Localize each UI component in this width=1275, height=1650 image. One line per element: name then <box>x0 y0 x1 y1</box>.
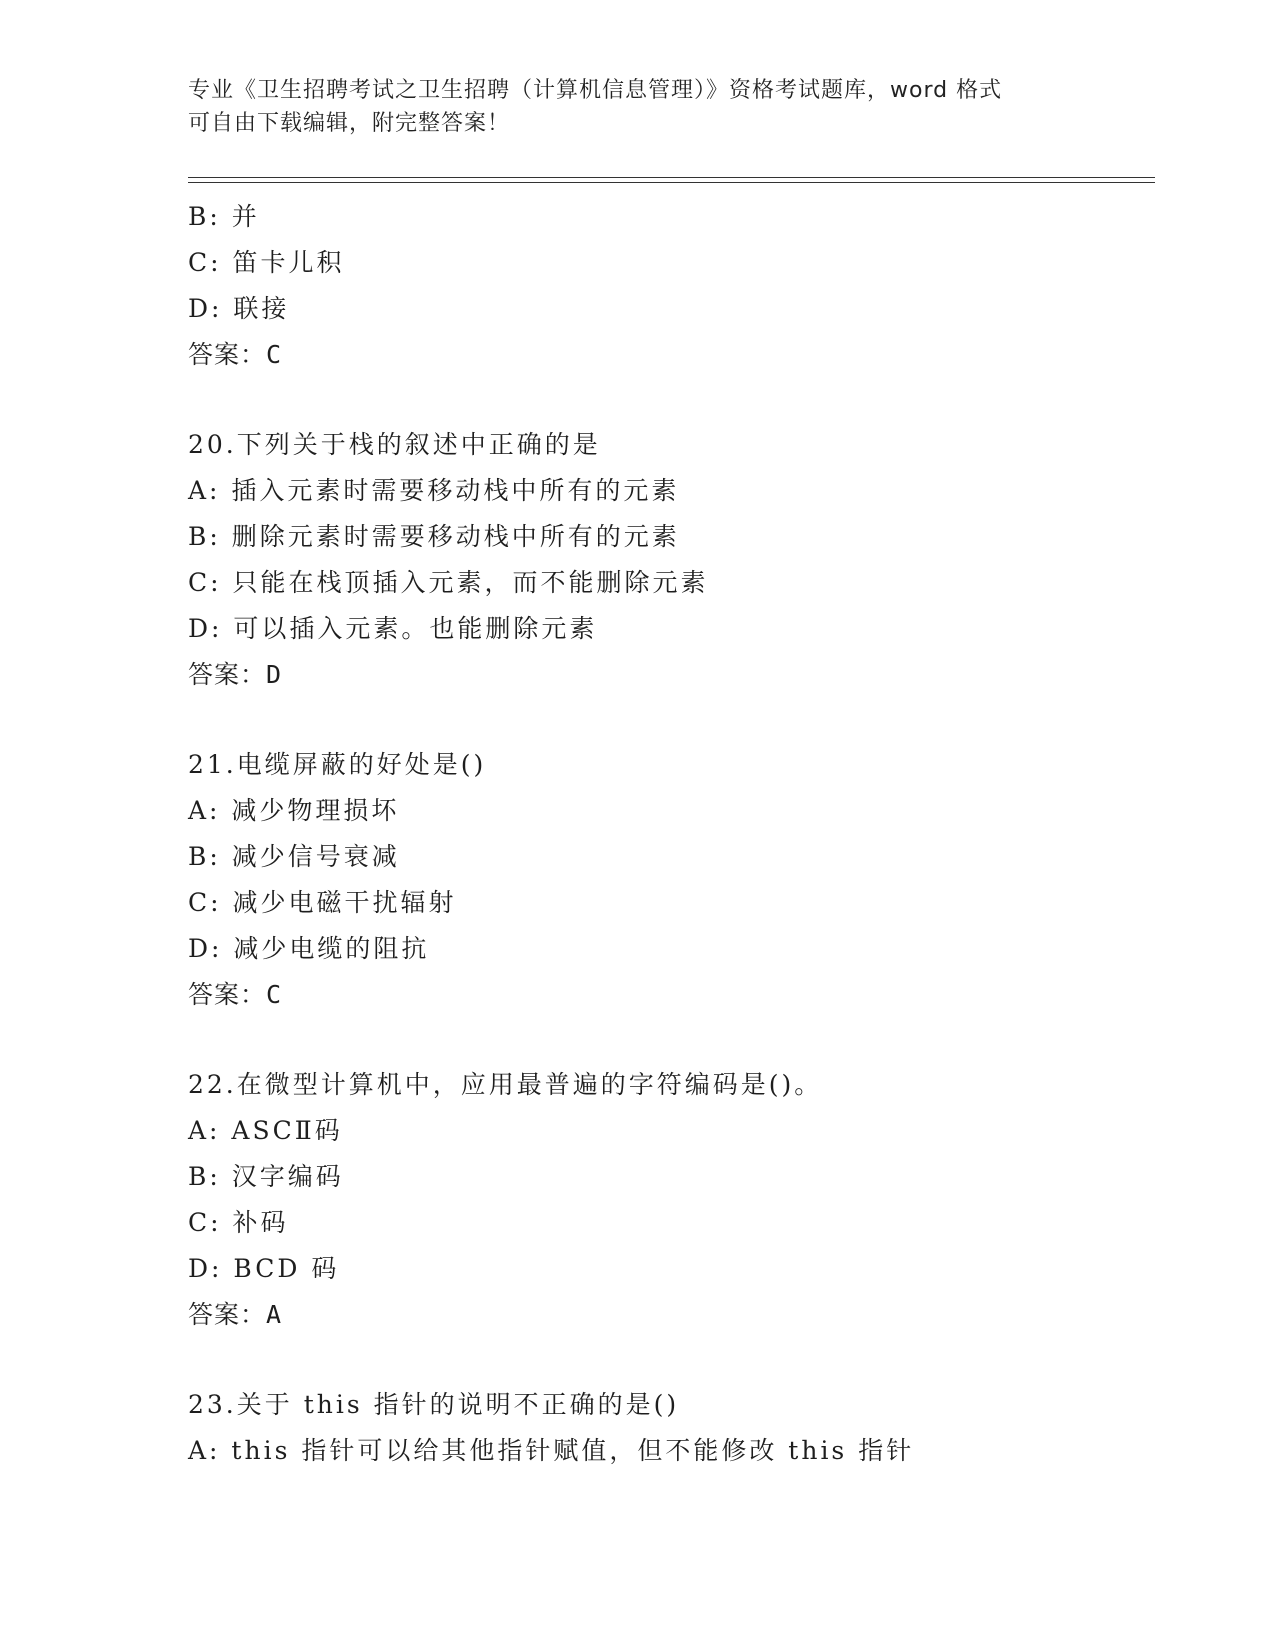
option-c: C: 只能在栈顶插入元素，而不能删除元素 <box>188 568 709 597</box>
option-a: A: 减少物理损坏 <box>188 796 400 825</box>
answer-line <box>188 1292 1148 1338</box>
option-b: B: 汉字编码 <box>188 1162 344 1191</box>
question-stem: 22.在微型计算机中，应用最普遍的字符编码是()。 <box>188 1070 823 1099</box>
document-header <box>188 74 1088 140</box>
option-c: C: 补码 <box>188 1208 289 1237</box>
option-a: A: 插入元素时需要移动栈中所有的元素 <box>188 476 680 505</box>
question-stem: 23.关于 this 指针的说明不正确的是() <box>188 1390 680 1419</box>
question-23 <box>188 1382 1148 1474</box>
question-22 <box>188 1062 1148 1338</box>
option-c: C: 笛卡儿积 <box>188 248 345 277</box>
question-list <box>188 194 1148 1474</box>
continued-question <box>188 194 1148 378</box>
answer-line <box>188 972 1148 1018</box>
option-d: D: 减少电缆的阻抗 <box>188 934 430 963</box>
option-b: B: 删除元素时需要移动栈中所有的元素 <box>188 522 680 551</box>
header-divider-top <box>188 177 1155 178</box>
answer-value: D <box>266 660 283 689</box>
question-stem: 21.电缆屏蔽的好处是() <box>188 750 487 779</box>
answer-label: 答案： <box>188 1300 267 1329</box>
question-20 <box>188 422 1148 698</box>
option-a: A: this 指针可以给其他指针赋值，但不能修改 this 指针 <box>188 1436 915 1465</box>
header-line-2: 可自由下载编辑，附完整答案！ <box>188 111 511 136</box>
answer-value: C <box>266 980 283 1009</box>
option-b: B: 减少信号衰减 <box>188 842 400 871</box>
option-d: D: 可以插入元素。也能删除元素 <box>188 614 598 643</box>
answer-line <box>188 652 1148 698</box>
option-c: C: 减少电磁干扰辐射 <box>188 888 457 917</box>
answer-label: 答案： <box>188 660 267 689</box>
answer-value: C <box>266 340 283 369</box>
answer-line <box>188 332 1148 378</box>
option-d: D: BCD 码 <box>188 1254 340 1283</box>
answer-value: A <box>266 1300 283 1329</box>
answer-label: 答案： <box>188 340 267 369</box>
answer-label: 答案： <box>188 980 267 1009</box>
question-stem: 20.下列关于栈的叙述中正确的是 <box>188 430 601 459</box>
option-b: B: 并 <box>188 202 260 231</box>
header-line-1: 专业《卫生招聘考试之卫生招聘（计算机信息管理）》资格考试题库，word 格式 <box>188 78 1003 103</box>
question-21 <box>188 742 1148 1018</box>
option-d: D: 联接 <box>188 294 290 323</box>
option-a: A: ASCⅡ码 <box>188 1116 343 1145</box>
header-divider-bottom <box>188 182 1155 183</box>
